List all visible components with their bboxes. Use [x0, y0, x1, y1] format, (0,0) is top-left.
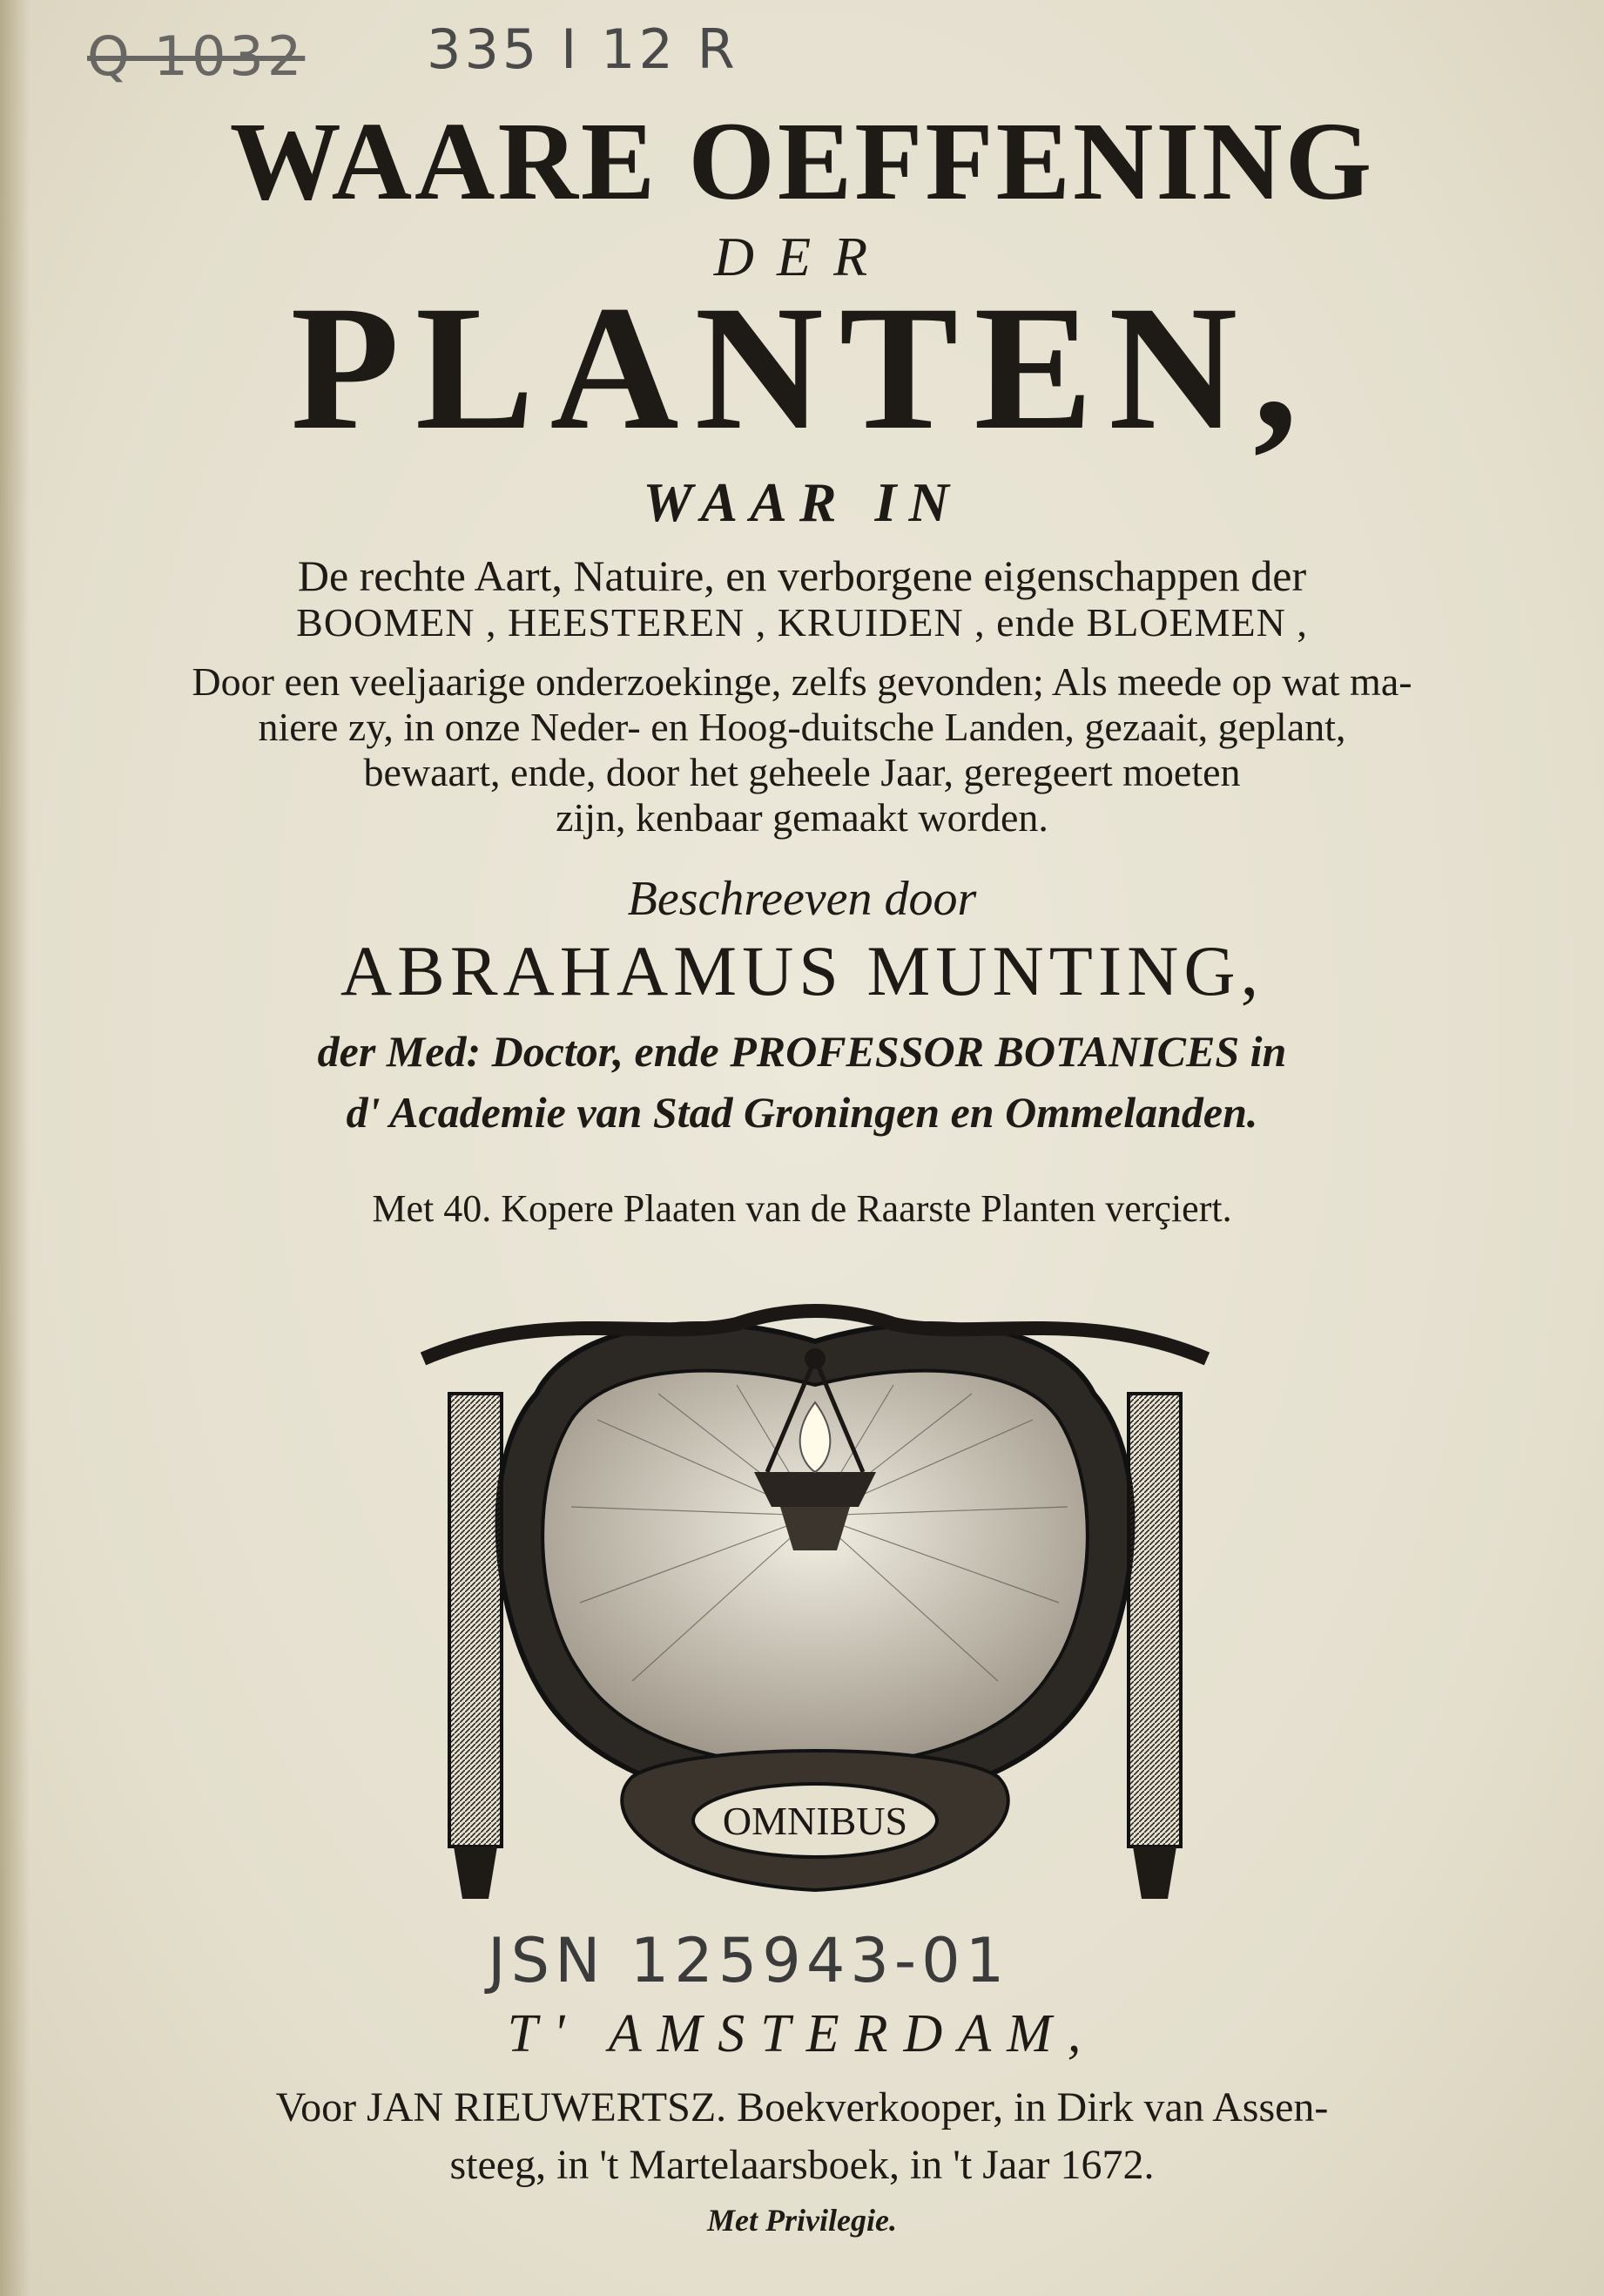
title-line-2: DER — [713, 226, 891, 287]
author-degree-2: d' Academie van Stad Groningen en Ommelanden. — [346, 1088, 1258, 1137]
privilege-note: Met Privilegie. — [707, 2203, 897, 2238]
description-line-5: bewaart, ende, door het geheele Jaar, geregeert moeten — [363, 750, 1241, 794]
lamp-hook-icon — [805, 1348, 826, 1369]
description-line-4: niere zy, in onze Neder- en Hoog-duitsche Landen, gezaait, geplant, — [258, 705, 1346, 749]
description-line-6: zijn, kenbaar gemaakt worden. — [556, 795, 1048, 840]
imprint-city: T' AMSTERDAM, — [507, 2004, 1097, 2063]
description-line-2: BOOMEN , HEESTEREN , KRUIDEN , ende BLOEMEN , — [296, 600, 1308, 645]
description-line-1: De rechte Aart, Natuire, en verborgene eigenschappen der — [297, 551, 1307, 600]
byline-intro: Beschreeven door — [627, 872, 977, 926]
library-stamp: JSN 125943-01 — [488, 1925, 1010, 1996]
title-line-3: PLANTEN, — [290, 269, 1314, 467]
plates-note: Met 40. Kopere Plaaten van de Raarste Planten verçiert. — [372, 1187, 1232, 1230]
imprint-line-2: steeg, in 't Martelaarsboek, in 't Jaar 1672. — [449, 2142, 1155, 2188]
imprint-line-1: Voor JAN RIEUWERTSZ. Boekverkooper, in Dirk van Assen- — [275, 2084, 1329, 2131]
description-line-3: Door een veeljaarige onderzoekinge, zelfs gevonden; Als meede op wat ma- — [192, 659, 1412, 704]
title-line-1: WAARE OEFFENING — [229, 99, 1375, 223]
tassel-left-icon — [454, 1847, 497, 1899]
woodcut-vignette — [371, 1289, 1259, 1934]
handwritten-shelfmark-struck: Q 1032 — [87, 24, 306, 88]
author-name: ABRAHAMUS MUNTING, — [340, 931, 1264, 1010]
author-degree-1: der Med: Doctor, ende PROFESSOR BOTANICES in — [317, 1027, 1287, 1076]
vignette-motto: OMNIBUS — [722, 1799, 908, 1843]
tassel-right-icon — [1133, 1847, 1176, 1899]
title-line-4: WAAR IN — [643, 471, 961, 533]
handwritten-shelfmark: 335 I 12 R — [427, 17, 738, 81]
